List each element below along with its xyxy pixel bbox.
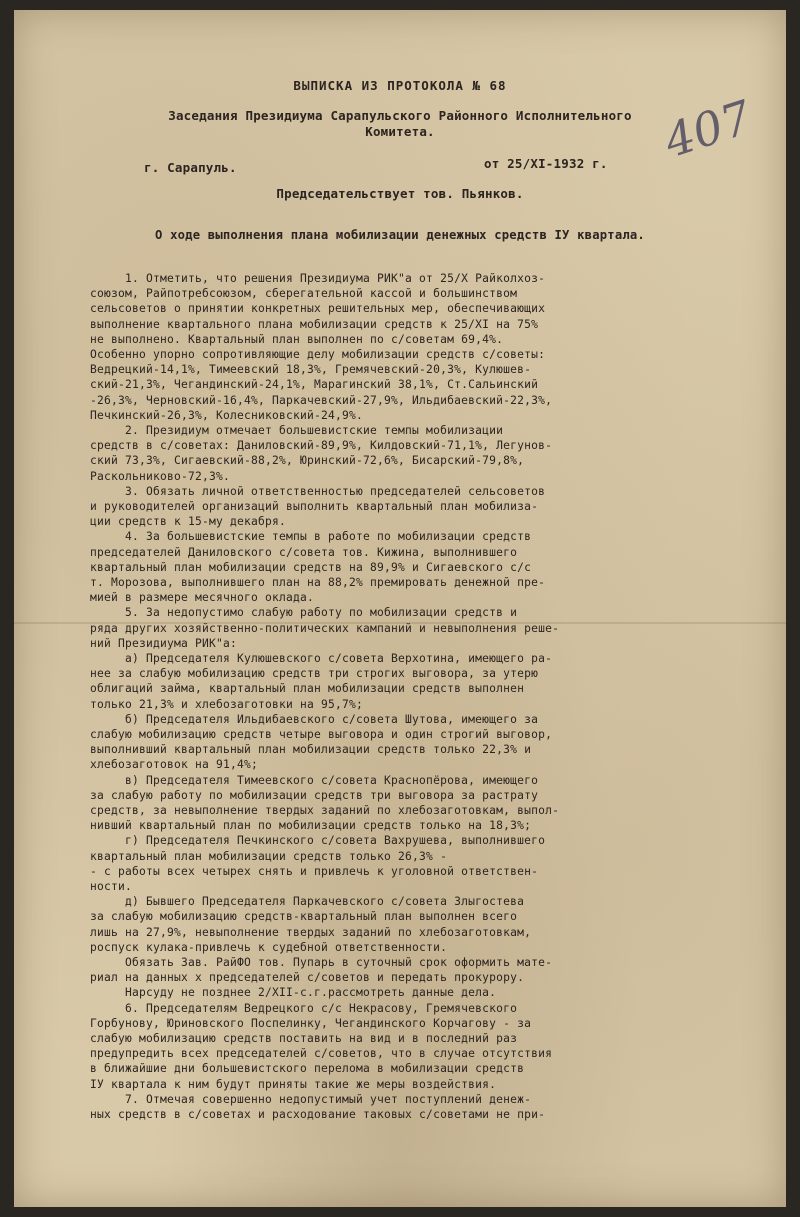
protocol-line: 3. Обязать личной ответственностью председателей сельсоветов <box>90 484 546 498</box>
protocol-line: ции средств к 15-му декабря. <box>90 515 287 529</box>
protocol-line: Особенно упорно сопротивляющие делу мобилизации средств с/советы: <box>90 348 546 361</box>
document-subtitle: Заседания Президиума Сарапульского Районного Исполнительного <box>168 108 632 123</box>
protocol-line: председателей Даниловского с/совета тов. Кижина, выполнившего <box>90 545 518 559</box>
protocol-line: 4. За большевистские темпы в работе по мобилизации средств <box>90 530 532 544</box>
protocol-line: и руководителей организаций выполнить квартальный план мобилиза- <box>90 500 539 513</box>
protocol-line: не выполнено. Квартальный план выполнен по с/советам 69,4%. <box>90 332 504 346</box>
protocol-line: -26,3%, Черновский-16,4%, Паркачевский-27,9%, Ильдибаевский-22,3%, <box>90 393 553 407</box>
protocol-line: нивший квартальный план по мобилизации средств только на 18,3%; <box>90 819 532 833</box>
protocol-line: выполнивший квартальный план мобилизации средств только 22,3% и <box>90 743 532 757</box>
protocol-line: а) Председателя Кулюшевского с/совета Верхотина, имеющего ра- <box>90 652 553 665</box>
protocol-line: 1. Отметить, что решения Президиума РИК"а от 25/X Райколхоз- <box>90 272 546 285</box>
handwritten-archive-number: 407 <box>657 89 759 169</box>
protocol-line: слабую мобилизацию средств четыре выговора и один строгий выговор, <box>90 728 553 741</box>
protocol-line: 6. Председателям Ведрецкого с/с Некрасову, Гремячевского <box>90 1001 518 1015</box>
agenda-topic: О ходе выполнения плана мобилизации денежных средств IУ квартала. <box>155 228 645 242</box>
protocol-line: квартальный план мобилизации средств только 26,3% - <box>90 849 448 863</box>
document-title: ВЫПИСКА ИЗ ПРОТОКОЛА № 68 <box>293 78 507 93</box>
protocol-line: Горбунову, Юриновского Поспелинку, Чегандинского Корчагову - за <box>90 1016 532 1030</box>
protocol-line: 7. Отмечая совершенно недопустимый учет поступлений денеж- <box>90 1092 532 1106</box>
protocol-line: - с работы всех четырех снять и привлечь к уголовной ответствен- <box>90 864 539 878</box>
protocol-line: выполнение квартального плана мобилизации средств к 25/XI на 75% <box>90 317 539 331</box>
protocol-line: ский 73,3%, Сигаевский-88,2%, Юринский-72,6%, Бисарский-79,8%, <box>90 454 525 468</box>
protocol-line: Нарсуду не позднее 2/XII-с.г.рассмотреть данные дела. <box>90 986 497 1000</box>
document-city: г. Сарапуль. <box>144 160 237 175</box>
protocol-line: в) Председателя Тимеевского с/совета Краснопёрова, имеющего <box>90 773 539 787</box>
protocol-line: мией в размере месячного оклада. <box>90 591 315 605</box>
protocol-line: слабую мобилизацию средств поставить на вид и в последний раз <box>90 1032 518 1045</box>
protocol-line: сельсоветов о принятии конкретных решительных мер, обеспечивающих <box>90 302 546 316</box>
document-date: от 25/XI-1932 г. <box>484 156 608 171</box>
protocol-line: союзом, Райпотребсоюзом, сберегательной кассой и большинством <box>90 287 518 301</box>
protocol-line: средств, за невыполнение твердых заданий по хлебозаготовкам, выпол- <box>90 804 560 817</box>
protocol-line: роспуск кулака-привлечь к судебной ответственности. <box>90 940 448 954</box>
protocol-line: лишь на 27,9%, невыполнение твердых заданий по хлебозаготовкам, <box>90 925 532 939</box>
document-page <box>14 10 786 1207</box>
protocol-line: б) Председателя Ильдибаевского с/совета Шутова, имеющего за <box>90 712 539 726</box>
chairperson-line: Председательствует тов. Пьянков. <box>276 186 524 201</box>
document-subtitle-continued: Комитета. <box>365 124 435 139</box>
protocol-line: в ближайшие дни большевистского перелома в мобилизации средств <box>90 1062 525 1076</box>
protocol-line: Ведрецкий-14,1%, Тимеевский 18,3%, Гремячевский-20,3%, Кулюшев- <box>90 363 532 377</box>
protocol-line: квартальный план мобилизации средств на 89,9% и Сигаевского с/с <box>90 560 532 574</box>
protocol-line: Печкинский-26,3%, Колесниковский-24,9%. <box>90 408 364 422</box>
protocol-line: т. Морозова, выполнившего план на 88,2% премировать денежной пре- <box>90 576 546 589</box>
protocol-line: Раскольниково-72,3%. <box>90 469 231 483</box>
protocol-line: средств в с/советах: Даниловский-89,9%, Килдовский-71,1%, Легунов- <box>90 439 553 453</box>
protocol-line: г) Председателя Печкинского с/совета Вахрушева, выполнившего <box>90 834 546 848</box>
protocol-line: Обязать Зав. РайФО тов. Пупарь в суточный срок оформить мате- <box>90 956 553 969</box>
protocol-line: ных средств в с/советах и расходование таковых с/советами не при- <box>90 1108 546 1121</box>
protocol-line: 2. Президиум отмечает большевистские темпы мобилизации <box>90 424 504 437</box>
protocol-line: только 21,3% и хлебозаготовки на 95,7%; <box>90 697 364 711</box>
protocol-line: риал на данных х председателей с/советов и передать прокурору. <box>90 971 525 985</box>
protocol-line: хлебозаготовок на 91,4%; <box>90 758 259 772</box>
protocol-line: предупредить всех председателей с/советов, что в случае отсутствия <box>90 1047 553 1061</box>
protocol-line: ний Президиума РИК"а: <box>90 636 238 650</box>
protocol-line: 5. За недопустимо слабую работу по мобилизации средств и <box>90 606 518 620</box>
protocol-line: ности. <box>90 880 133 893</box>
protocol-line: ряда других хозяйственно-политических кампаний и невыполнения реше- <box>90 621 560 635</box>
protocol-line: IУ квартала к ним будут приняты такие же меры воздействия. <box>90 1077 497 1091</box>
protocol-line: д) Бывшего Председателя Паркачевского с/совета Злыгостева <box>90 895 525 909</box>
protocol-line: облигаций займа, квартальный план мобилизации средств выполнен <box>90 682 525 696</box>
protocol-line: за слабую мобилизацию средств-квартальный план выполнен всего <box>90 910 518 924</box>
protocol-line: за слабую работу по мобилизации средств три выговора за растрату <box>90 788 539 802</box>
protocol-line: ский-21,3%, Чегандинский-24,1%, Марагинский 38,1%, Ст.Сальинский <box>90 378 539 392</box>
protocol-line: нее за слабую мобилизацию средств три строгих выговора, за утерю <box>90 667 539 681</box>
